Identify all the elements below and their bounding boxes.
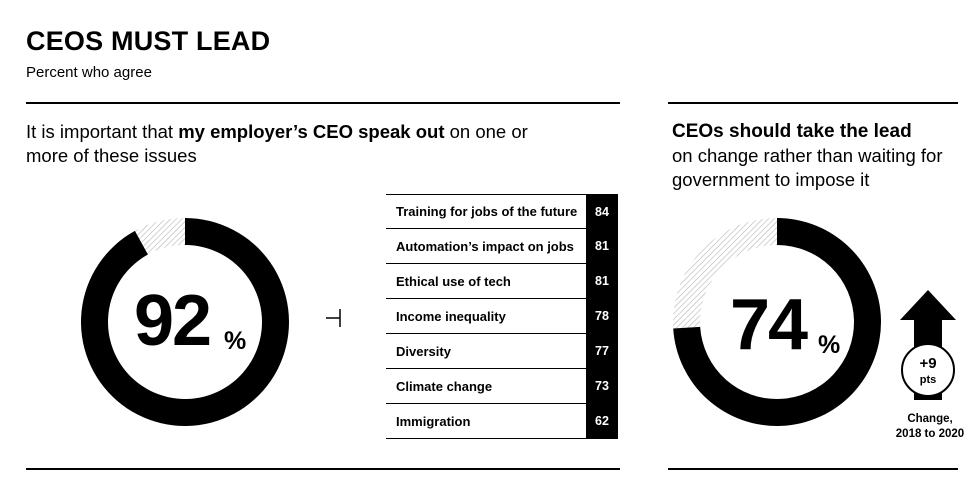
table-row xyxy=(386,334,618,369)
table-row xyxy=(386,264,618,299)
table-row xyxy=(386,369,618,404)
donut-chart-right xyxy=(670,215,884,429)
left-lead-prefix: It is important that xyxy=(26,121,179,142)
issue-value: 81 xyxy=(586,228,618,264)
change-badge-value: +9 xyxy=(919,355,937,372)
page-title: CEOS MUST LEAD xyxy=(26,26,271,56)
issues-table xyxy=(386,194,618,439)
page-subtitle: Percent who agree xyxy=(26,64,152,81)
right-lead-text xyxy=(672,120,972,192)
left-lead-bold: my employer’s CEO speak out xyxy=(178,121,445,142)
right-bottom-rule xyxy=(668,468,958,470)
issue-label: Immigration xyxy=(396,413,471,429)
table-row xyxy=(386,299,618,334)
left-lead-suffix: on one or more of these issues xyxy=(26,121,528,166)
donut-left-unit-label: % xyxy=(224,327,247,355)
donut-right-value-label: 74 xyxy=(729,285,807,365)
table-row xyxy=(386,194,618,229)
issue-value: 62 xyxy=(586,403,618,439)
left-bottom-rule xyxy=(26,468,620,470)
up-arrow-icon xyxy=(898,288,958,406)
donut-right-unit-label: % xyxy=(818,331,841,359)
issue-value: 77 xyxy=(586,333,618,369)
issue-label: Ethical use of tech xyxy=(396,273,511,289)
issue-label: Climate change xyxy=(396,378,493,394)
issue-value: 73 xyxy=(586,368,618,404)
issue-label: Automation’s impact on jobs xyxy=(396,238,574,254)
donut-left-value-label: 92 xyxy=(133,281,211,361)
issue-label: Training for jobs of the future xyxy=(396,204,578,219)
issue-value: 81 xyxy=(586,263,618,299)
left-top-rule xyxy=(26,102,620,104)
right-top-rule xyxy=(668,102,958,104)
change-caption xyxy=(880,412,980,442)
table-row xyxy=(386,404,618,439)
change-caption-line1: Change, xyxy=(907,413,953,425)
change-caption-line2: 2018 to 2020 xyxy=(895,428,965,440)
issue-value: 84 xyxy=(586,194,618,229)
issue-label: Diversity xyxy=(396,343,451,359)
connector-bracket xyxy=(326,309,342,327)
donut-chart-left xyxy=(78,215,292,429)
issue-label: Income inequality xyxy=(396,308,506,324)
right-lead-rest: on change rather than waiting for government to impose it xyxy=(672,145,943,190)
right-lead-bold: CEOs should take the lead xyxy=(672,121,912,142)
left-lead-text xyxy=(26,120,566,168)
issue-value: 78 xyxy=(586,298,618,334)
table-row xyxy=(386,229,618,264)
change-badge-unit: pts xyxy=(919,374,937,386)
